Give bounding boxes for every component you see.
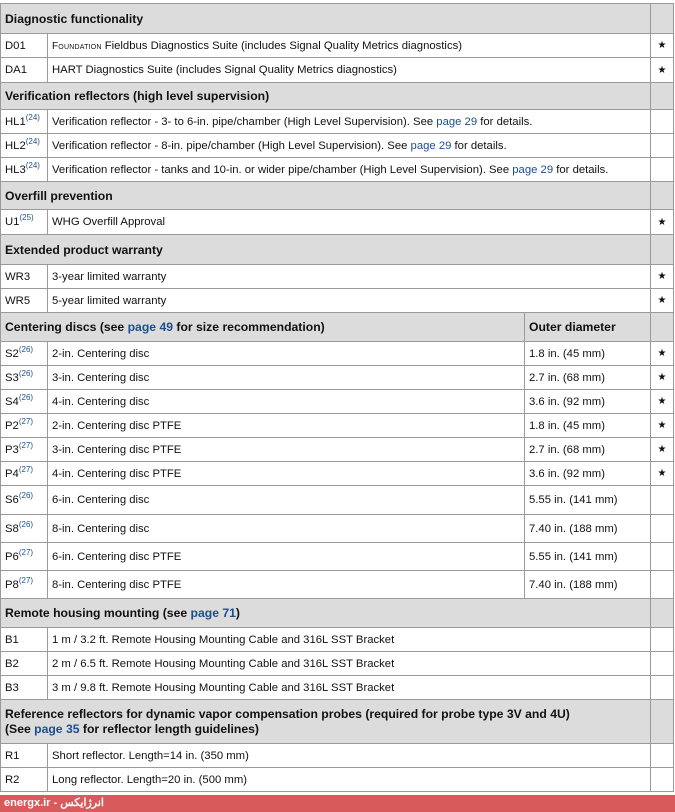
option-description: 4-in. Centering disc [48,390,525,414]
table-row [1,744,674,768]
option-code: B3 [1,676,48,700]
section-title: Verification reflectors (high level supervision) [1,83,651,110]
option-code: S4$^{(26)}$ [1,390,48,414]
option-description: 6-in. Centering disc PTFE [48,543,525,571]
option-code: WR5 [1,289,48,313]
section-header-remote [1,599,674,628]
watermark-footer [0,795,675,812]
table-row [1,571,674,599]
section-title: Diagnostic functionality [1,4,651,34]
option-code: HL1$^{(24)}$ [1,110,48,134]
option-code: P8$^{(27)}$ [1,571,48,599]
option-description: 2-in. Centering disc PTFE [48,414,525,438]
option-description: Short reflector. Length=14 in. (350 mm) [48,744,651,768]
footnote-ref: (26) [18,392,34,402]
option-code: S6$^{(26)}$ [1,486,48,515]
option-code: P3$^{(27)}$ [1,438,48,462]
table-row [1,414,674,438]
footnote-ref: (27) [18,575,34,585]
table-row [1,515,674,543]
table-row [1,486,674,515]
footnote-ref: (26) [18,344,34,354]
star-icon: ★ [651,265,674,289]
star-icon: ★ [651,438,674,462]
option-code: R2 [1,768,48,792]
section-header-reference [1,700,674,744]
star-icon: ★ [651,58,674,83]
table-row [1,676,674,700]
section-header-overfill [1,182,674,210]
outer-diameter: 7.40 in. (188 mm) [525,515,651,543]
footnote-ref: (27) [18,464,34,474]
page-link[interactable]: page 29 [410,139,452,152]
star-icon: ★ [651,366,674,390]
page-link[interactable]: page 71 [190,606,236,620]
option-description: 8-in. Centering disc [48,515,525,543]
option-description: 3-year limited warranty [48,265,651,289]
table-row [1,390,674,414]
option-description: 5-year limited warranty [48,289,651,313]
section-header-warranty [1,235,674,265]
outer-diameter: 2.7 in. (68 mm) [525,366,651,390]
option-code: S2$^{(26)}$ [1,342,48,366]
option-code: B2 [1,652,48,676]
star-icon: ★ [651,34,674,58]
outer-diameter: 2.7 in. (68 mm) [525,438,651,462]
page-link[interactable]: page 29 [512,163,554,176]
section-header-centering [1,313,674,342]
section-title: Reference reflectors for dynamic vapor compensation probes (required for probe type 3V and 4U) (See page 35 for reflector length guidelines) [1,700,651,744]
option-code: R1 [1,744,48,768]
brand-name: Foundation [52,40,102,52]
option-description: 8-in. Centering disc PTFE [48,571,525,599]
outer-diameter: 1.8 in. (45 mm) [525,414,651,438]
option-description: HART Diagnostics Suite (includes Signal Quality Metrics diagnostics) [48,58,651,83]
section-title: Remote housing mounting (see page 71) [1,599,651,628]
option-code: WR3 [1,265,48,289]
footnote-ref: (27) [18,416,34,426]
option-description: Long reflector. Length=20 in. (500 mm) [48,768,651,792]
table-row [1,366,674,390]
option-description: Verification reflector - 8-in. pipe/chamber (High Level Supervision). See page 29 for details. [48,134,651,158]
page-link[interactable]: page 29 [436,115,478,128]
outer-diameter: 7.40 in. (188 mm) [525,571,651,599]
footnote-ref: (27) [18,547,34,557]
option-description: 6-in. Centering disc [48,486,525,515]
option-code: P6$^{(27)}$ [1,543,48,571]
option-description: Foundation Fieldbus Diagnostics Suite (includes Signal Quality Metrics diagnostics) [48,34,651,58]
option-description: 2 m / 6.5 ft. Remote Housing Mounting Cable and 316L SST Bracket [48,652,651,676]
option-code: D01 [1,34,48,58]
footnote-ref: (24) [25,136,40,146]
footnote-ref: (24) [25,160,40,170]
page-link[interactable]: page 49 [127,320,173,334]
table-row [1,289,674,313]
star-icon: ★ [651,390,674,414]
option-description: WHG Overfill Approval [48,210,651,235]
outer-diameter: 3.6 in. (92 mm) [525,462,651,486]
option-code: HL3$^{(24)}$ [1,158,48,182]
outer-diameter-header: Outer diameter [525,313,651,342]
option-code: B1 [1,628,48,652]
outer-diameter: 5.55 in. (141 mm) [525,486,651,515]
outer-diameter: 5.55 in. (141 mm) [525,543,651,571]
table-row [1,158,674,182]
option-code: P4$^{(27)}$ [1,462,48,486]
option-description: 2-in. Centering disc [48,342,525,366]
option-description: 3 m / 9.8 ft. Remote Housing Mounting Cable and 316L SST Bracket [48,676,651,700]
option-code: U1$^{(25)}$ [1,210,48,235]
section-title: Overfill prevention [1,182,651,210]
table-row [1,134,674,158]
footnote-ref: (26) [18,491,34,501]
option-code: S3$^{(26)}$ [1,366,48,390]
star-icon: ★ [651,289,674,313]
table-row [1,342,674,366]
option-code: S8$^{(26)}$ [1,515,48,543]
page-link[interactable]: page 35 [34,721,80,736]
table-row [1,438,674,462]
footnote-ref: (25) [19,213,34,223]
table-row [1,34,674,58]
section-header-verification [1,83,674,110]
footnote-ref: (24) [25,112,40,122]
ordering-table [0,3,674,792]
option-code: P2$^{(27)}$ [1,414,48,438]
option-description: Verification reflector - tanks and 10-in. or wider pipe/chamber (High Level Supervision). See page 29 for details. [48,158,651,182]
footnote-ref: (26) [18,368,34,378]
table-row [1,543,674,571]
table-row [1,58,674,83]
table-row [1,652,674,676]
star-icon: ★ [651,414,674,438]
table-row [1,462,674,486]
option-code: DA1 [1,58,48,83]
option-code: HL2$^{(24)}$ [1,134,48,158]
table-row [1,628,674,652]
footnote-ref: (26) [18,519,34,529]
section-header-diagnostic [1,4,674,34]
section-title: Extended product warranty [1,235,651,265]
option-description: 3-in. Centering disc [48,366,525,390]
star-icon: ★ [651,210,674,235]
section-title: Centering discs (see page 49 for size recommendation) [1,313,525,342]
option-description: Verification reflector - 3- to 6-in. pipe/chamber (High Level Supervision). See page 29 for details. [48,110,651,134]
outer-diameter: 1.8 in. (45 mm) [525,342,651,366]
star-icon: ★ [651,342,674,366]
option-description: 1 m / 3.2 ft. Remote Housing Mounting Cable and 316L SST Bracket [48,628,651,652]
table-row [1,210,674,235]
option-description: 3-in. Centering disc PTFE [48,438,525,462]
option-description: 4-in. Centering disc PTFE [48,462,525,486]
outer-diameter: 3.6 in. (92 mm) [525,390,651,414]
watermark-text: energx.ir - انرژایکس [4,797,104,809]
footnote-ref: (27) [18,440,34,450]
table-row [1,768,674,792]
table-row [1,110,674,134]
table-row [1,265,674,289]
star-icon: ★ [651,462,674,486]
